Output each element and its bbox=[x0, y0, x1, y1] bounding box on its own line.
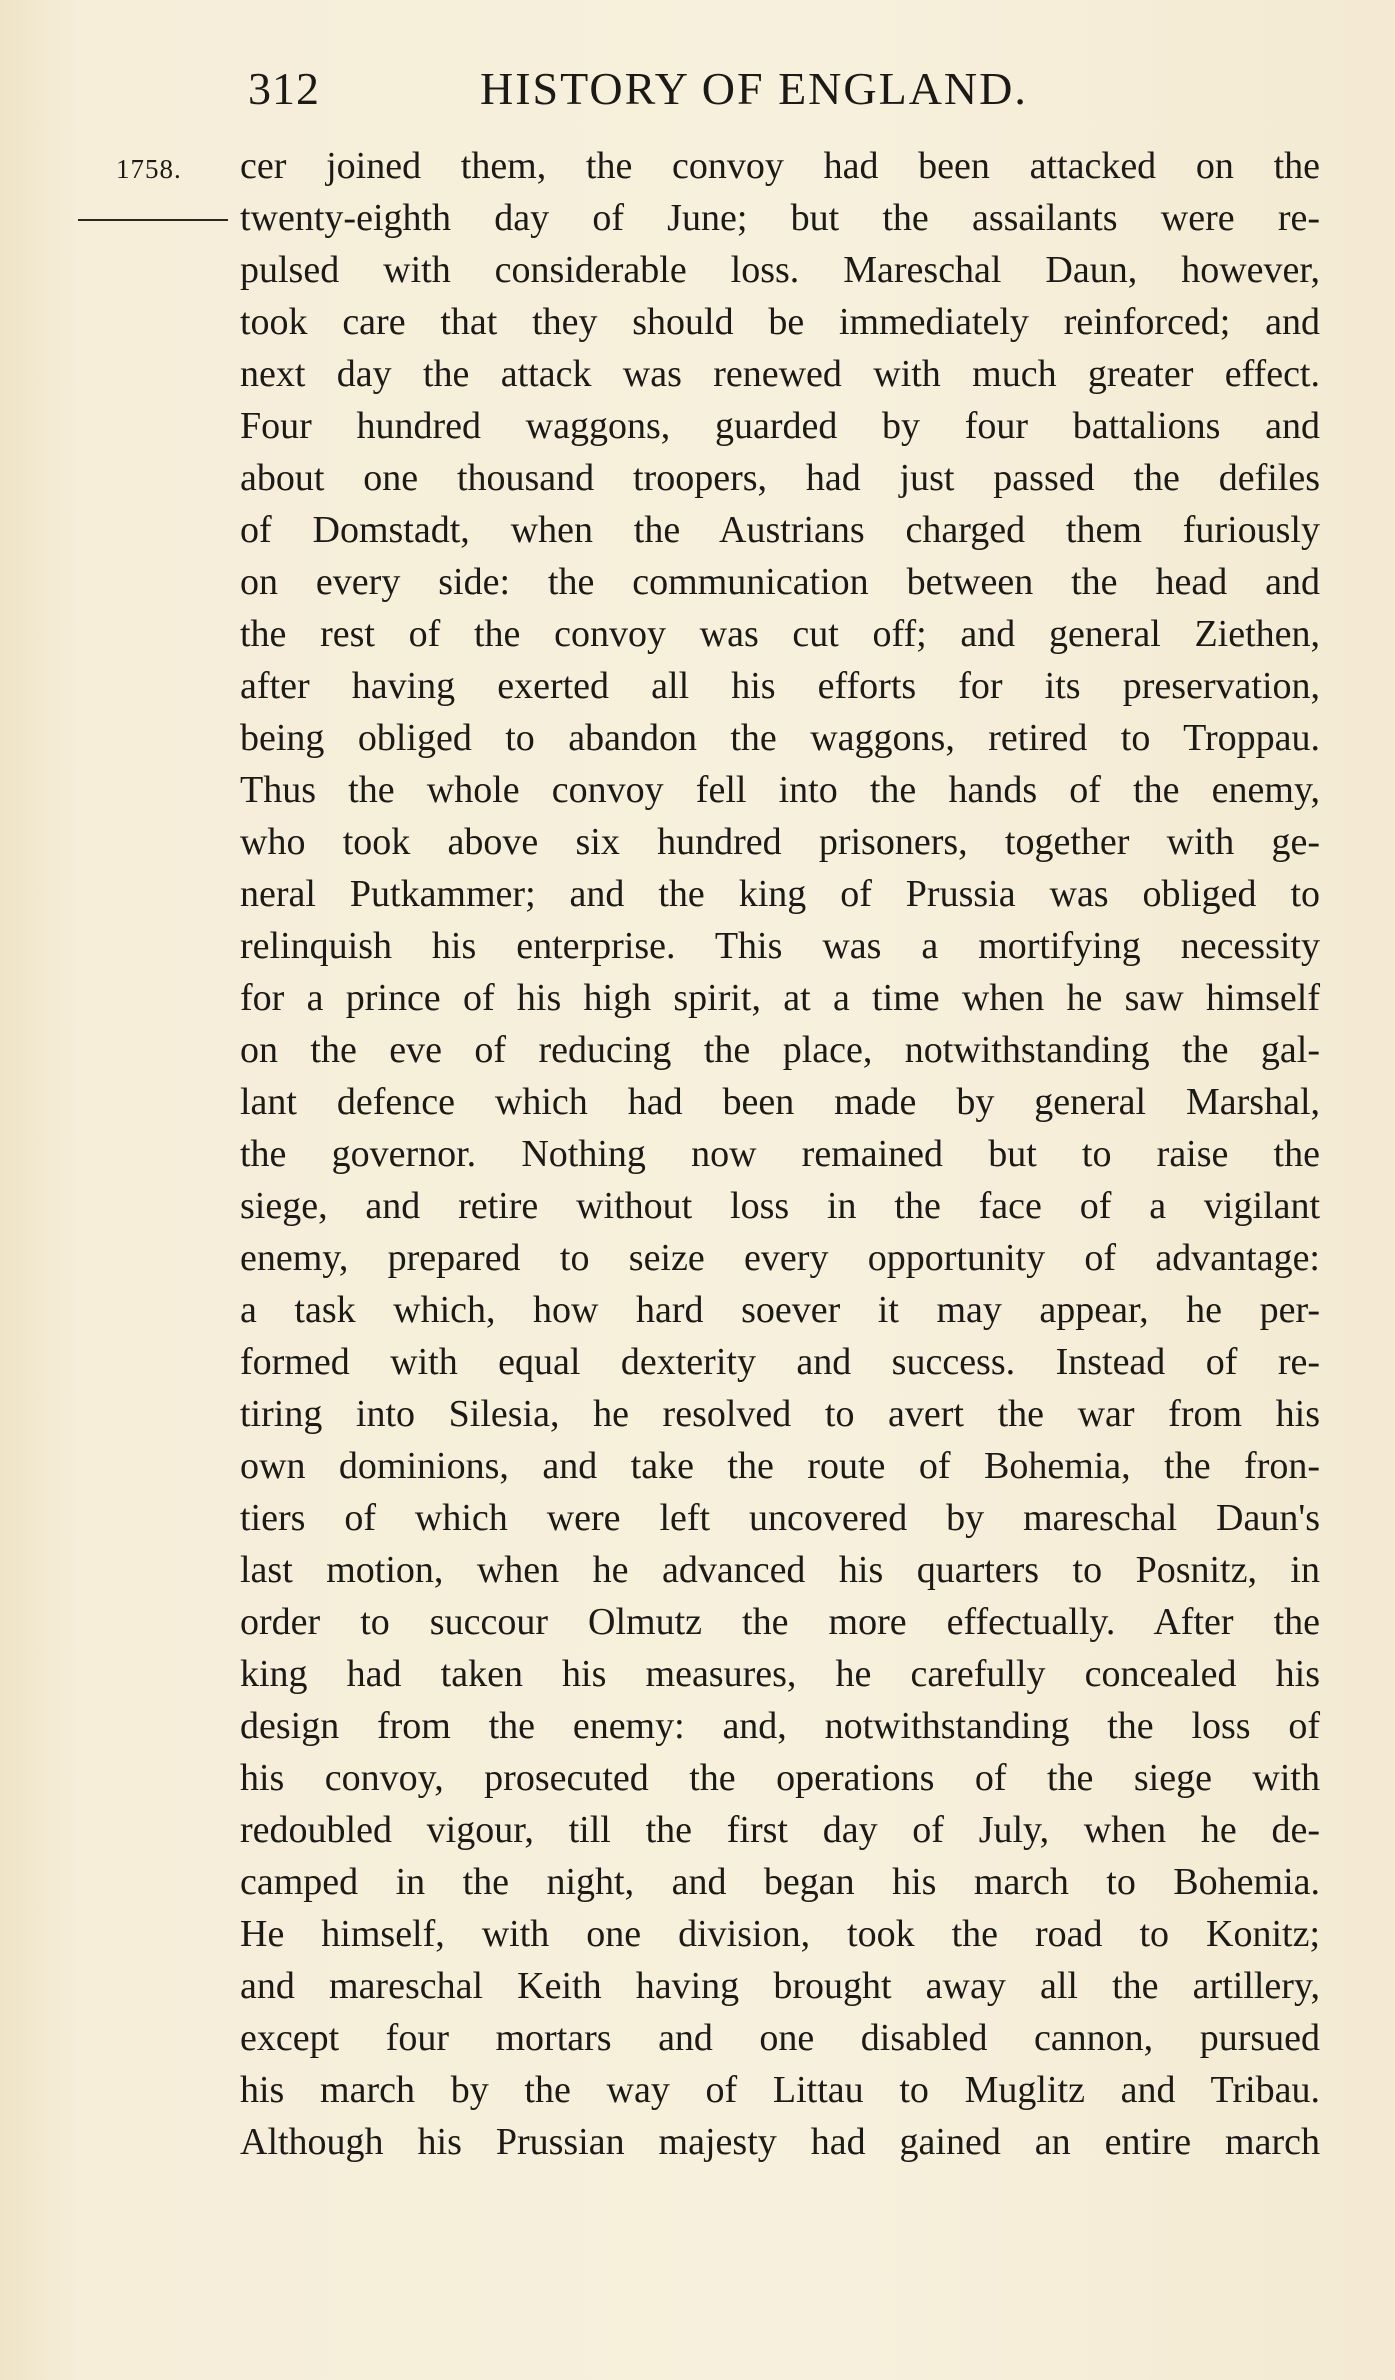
text-line: design from the enemy: and, notwithstanding the loss of bbox=[240, 1705, 1320, 1747]
text-line: siege, and retire without loss in the face of a vigilant bbox=[240, 1185, 1320, 1227]
text-line: twenty-eighth day of June; but the assailants were re- bbox=[240, 197, 1320, 239]
text-line: Thus the whole convoy fell into the hands of the enemy, bbox=[240, 769, 1320, 811]
text-line: enemy, prepared to seize every opportunity of advantage: bbox=[240, 1237, 1320, 1279]
text-line: camped in the night, and began his march to Bohemia. bbox=[240, 1861, 1320, 1903]
text-line: own dominions, and take the route of Bohemia, the fron- bbox=[240, 1445, 1320, 1487]
text-line: his convoy, prosecuted the operations of the siege with bbox=[240, 1757, 1320, 1799]
text-line: Four hundred waggons, guarded by four battalions and bbox=[240, 405, 1320, 447]
page-number: 312 bbox=[248, 63, 320, 114]
margin-year: 1758. bbox=[116, 154, 182, 184]
running-title: HISTORY OF ENGLAND. bbox=[480, 63, 1028, 114]
text-line: last motion, when he advanced his quarters to Posnitz, in bbox=[240, 1549, 1320, 1591]
text-line: on every side: the communication between the head and bbox=[240, 561, 1320, 603]
text-line: except four mortars and one disabled cannon, pursued bbox=[240, 2017, 1320, 2059]
text-line: who took above six hundred prisoners, together with ge- bbox=[240, 821, 1320, 863]
text-line: cer joined them, the convoy had been attacked on the bbox=[240, 145, 1320, 187]
text-line: for a prince of his high spirit, at a time when he saw himself bbox=[240, 977, 1320, 1019]
text-line: on the eve of reducing the place, notwithstanding the gal- bbox=[240, 1029, 1320, 1071]
text-line: He himself, with one division, took the road to Konitz; bbox=[240, 1913, 1320, 1955]
text-line: lant defence which had been made by general Marshal, bbox=[240, 1081, 1320, 1123]
body-text bbox=[240, 140, 1320, 2168]
text-line: pulsed with considerable loss. Mareschal Daun, however, bbox=[240, 249, 1320, 291]
text-line: a task which, how hard soever it may appear, he per- bbox=[240, 1289, 1320, 1331]
text-line: of Domstadt, when the Austrians charged them furiously bbox=[240, 509, 1320, 551]
text-line: neral Putkammer; and the king of Prussia was obliged to bbox=[240, 873, 1320, 915]
text-line: relinquish his enterprise. This was a mortifying necessity bbox=[240, 925, 1320, 967]
text-line: tiers of which were left uncovered by mareschal Daun's bbox=[240, 1497, 1320, 1539]
text-line: king had taken his measures, he carefully concealed his bbox=[240, 1653, 1320, 1695]
text-line: next day the attack was renewed with much greater effect. bbox=[240, 353, 1320, 395]
text-line: Although his Prussian majesty had gained an entire march bbox=[240, 2121, 1320, 2163]
text-line: formed with equal dexterity and success. Instead of re- bbox=[240, 1341, 1320, 1383]
text-line: took care that they should be immediately reinforced; and bbox=[240, 301, 1320, 343]
text-line: about one thousand troopers, had just passed the defiles bbox=[240, 457, 1320, 499]
page-header bbox=[238, 62, 1318, 122]
text-line: after having exerted all his efforts for its preservation, bbox=[240, 665, 1320, 707]
text-line: tiring into Silesia, he resolved to avert the war from his bbox=[240, 1393, 1320, 1435]
text-line: his march by the way of Littau to Muglitz and Tribau. bbox=[240, 2069, 1320, 2111]
text-line: being obliged to abandon the waggons, retired to Troppau. bbox=[240, 717, 1320, 759]
text-line: and mareschal Keith having brought away all the artillery, bbox=[240, 1965, 1320, 2007]
text-line: the governor. Nothing now remained but to raise the bbox=[240, 1133, 1320, 1175]
text-line: the rest of the convoy was cut off; and general Ziethen, bbox=[240, 613, 1320, 655]
text-line: redoubled vigour, till the first day of July, when he de- bbox=[240, 1809, 1320, 1851]
margin-rule bbox=[78, 219, 228, 221]
text-line: order to succour Olmutz the more effectually. After the bbox=[240, 1601, 1320, 1643]
